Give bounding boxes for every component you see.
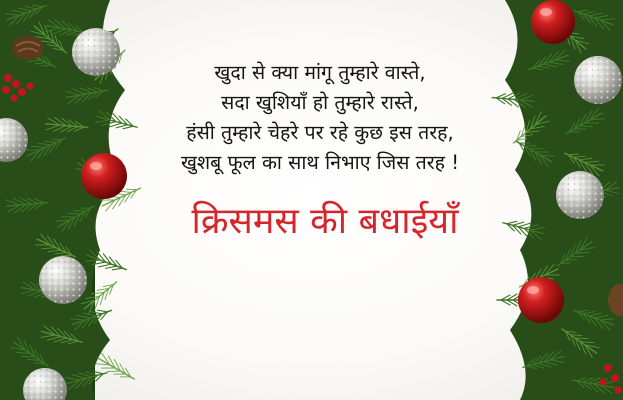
poem-line: हंसी तुम्हारे चेहरे पर रहे कुछ इस तरह,: [186, 121, 454, 144]
poem-block: [140, 58, 500, 178]
red-ornament-icon: [531, 0, 575, 44]
poem-line: सदा खुशियाँ हो तुम्हारे रास्ते,: [221, 91, 419, 114]
silver-ornament-icon: [574, 56, 622, 104]
silver-ornament-icon: [556, 171, 604, 219]
christmas-greeting-heading: क्रिसमस की बधाईयाँ: [191, 201, 459, 242]
silver-ornament-icon: [39, 256, 87, 304]
poem-line: खुदा से क्या मांगू तुम्हारे वास्ते,: [214, 61, 426, 84]
silver-ornament-icon: [72, 28, 120, 76]
pine-cone-icon: [12, 36, 44, 60]
red-ornament-icon: [81, 153, 127, 199]
red-ornament-icon: [518, 277, 564, 323]
poem-line: खुशबू फूल का साथ निभाए जिस तरह !: [180, 151, 460, 174]
